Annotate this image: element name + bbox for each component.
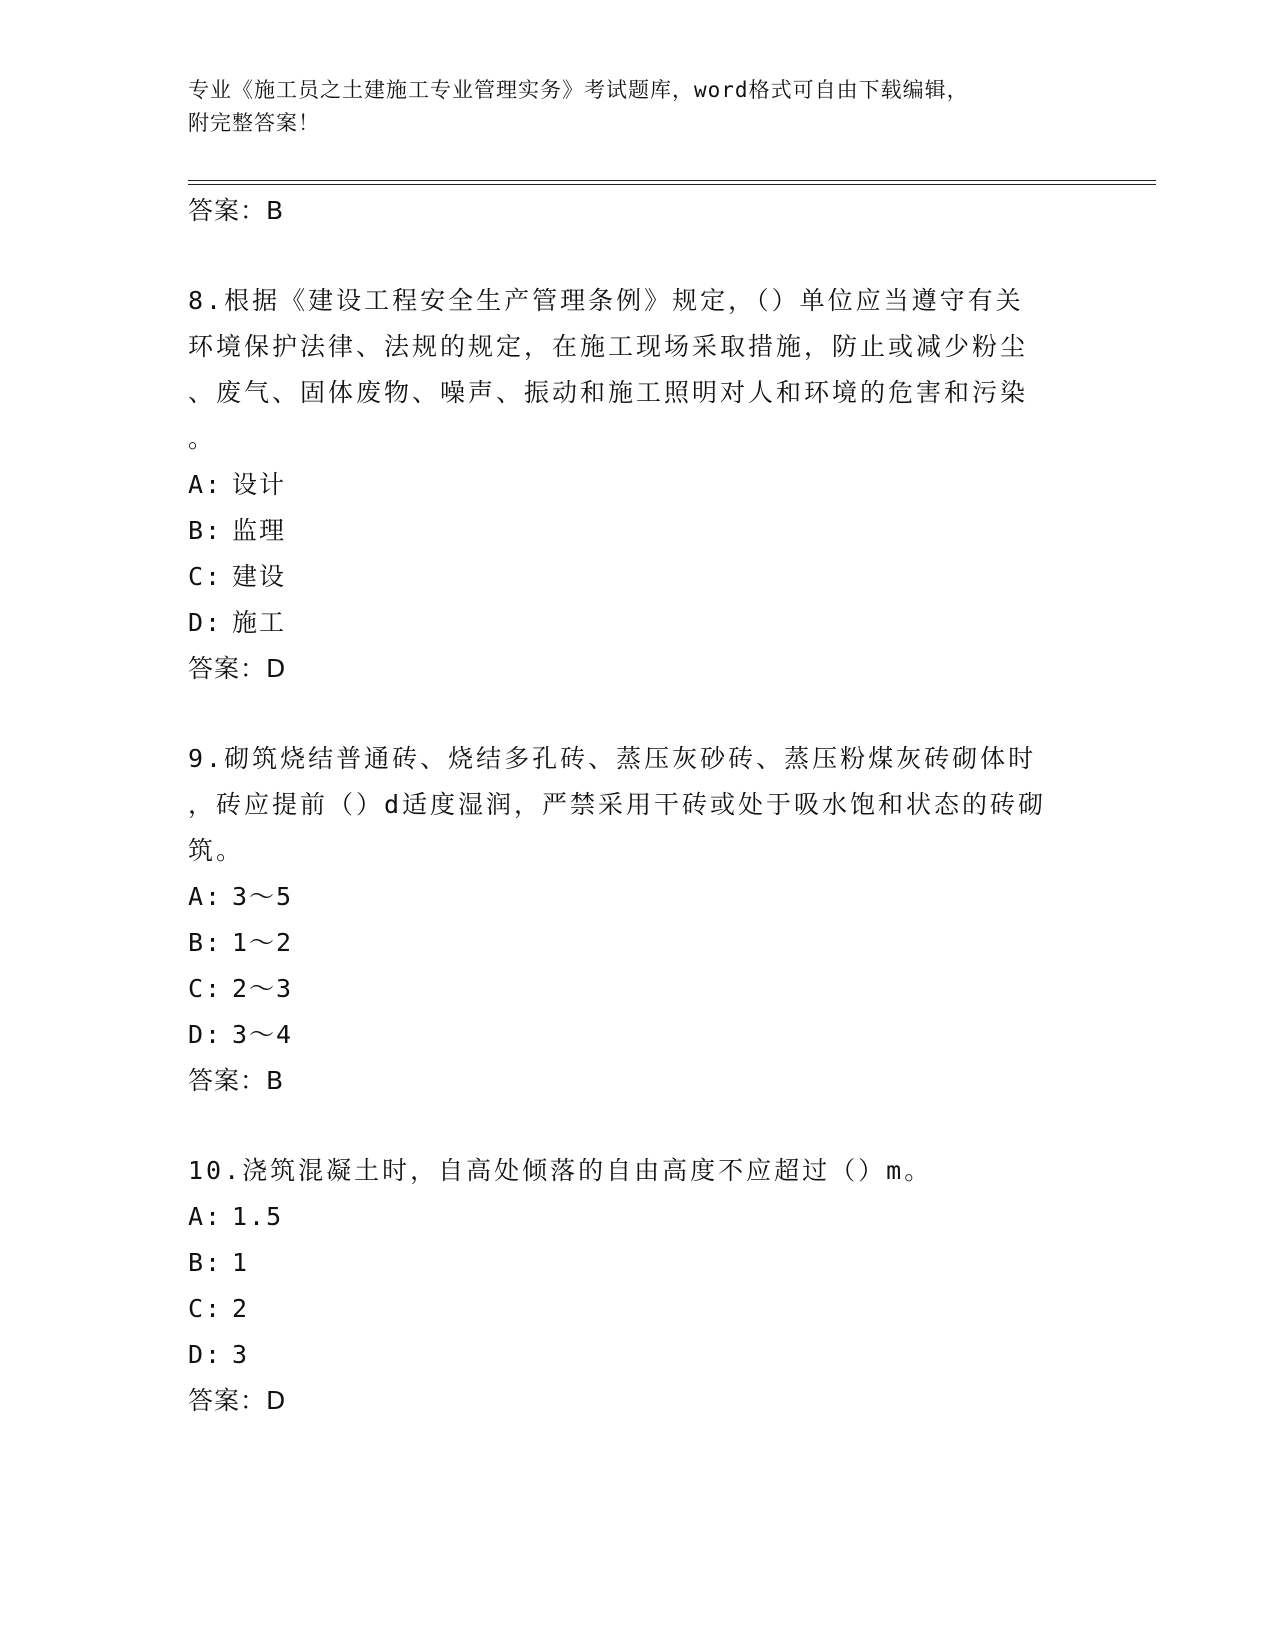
option-d bbox=[188, 1012, 1088, 1058]
question-stem bbox=[188, 1148, 1088, 1194]
option-b bbox=[188, 508, 1088, 554]
option-b bbox=[188, 1240, 1088, 1286]
option-letter: C: bbox=[188, 562, 223, 591]
stem-line: 10.浇筑混凝土时，自高处倾落的自由高度不应超过（）m。 bbox=[188, 1156, 933, 1185]
question-stem bbox=[188, 278, 1088, 462]
option-c bbox=[188, 554, 1088, 600]
answer-line: 答案：B bbox=[188, 1066, 285, 1095]
option-d bbox=[188, 1332, 1088, 1378]
option-text: 设计 bbox=[232, 470, 287, 499]
option-c bbox=[188, 1286, 1088, 1332]
option-text: 2 bbox=[232, 1294, 250, 1323]
option-text: 1.5 bbox=[232, 1202, 284, 1231]
stem-line: 筑。 bbox=[188, 836, 245, 865]
stem-line: 、废气、固体废物、噪声、振动和施工照明对人和环境的危害和污染 bbox=[188, 378, 1029, 407]
stem-line: 8.根据《建设工程安全生产管理条例》规定，（）单位应当遵守有关 bbox=[188, 286, 1024, 315]
stem-line: 。 bbox=[188, 424, 217, 453]
option-text: 3 bbox=[232, 1340, 250, 1369]
option-letter: C: bbox=[188, 974, 223, 1003]
question-block bbox=[188, 278, 1088, 692]
option-text: 2～3 bbox=[232, 974, 294, 1003]
option-text: 3～5 bbox=[232, 882, 294, 911]
answer-line: 答案：B bbox=[188, 196, 285, 225]
option-text: 1～2 bbox=[232, 928, 294, 957]
question-stem bbox=[188, 736, 1088, 874]
option-letter: C: bbox=[188, 1294, 223, 1323]
option-text: 1 bbox=[232, 1248, 250, 1277]
header-divider bbox=[188, 180, 1156, 185]
question-block bbox=[188, 1148, 1088, 1424]
option-letter: B: bbox=[188, 1248, 223, 1277]
option-b bbox=[188, 920, 1088, 966]
option-letter: A: bbox=[188, 470, 223, 499]
option-letter: B: bbox=[188, 928, 223, 957]
option-text: 3～4 bbox=[232, 1020, 294, 1049]
option-a bbox=[188, 874, 1088, 920]
stem-line: ，砖应提前（）d适度湿润，严禁采用干砖或处于吸水饱和状态的砖砌 bbox=[188, 790, 1047, 819]
option-c bbox=[188, 966, 1088, 1012]
stem-line: 9.砌筑烧结普通砖、烧结多孔砖、蒸压灰砂砖、蒸压粉煤灰砖砌体时 bbox=[188, 744, 1037, 773]
option-a bbox=[188, 1194, 1088, 1240]
option-text: 建设 bbox=[232, 562, 287, 591]
option-letter: A: bbox=[188, 882, 223, 911]
option-letter: A: bbox=[188, 1202, 223, 1231]
option-letter: D: bbox=[188, 1340, 223, 1369]
option-text: 监理 bbox=[232, 516, 287, 545]
option-letter: B: bbox=[188, 516, 223, 545]
option-a bbox=[188, 462, 1088, 508]
option-text: 施工 bbox=[232, 608, 287, 637]
document-body bbox=[188, 188, 1088, 1424]
option-letter: D: bbox=[188, 608, 223, 637]
option-d bbox=[188, 600, 1088, 646]
answer-line: 答案：D bbox=[188, 654, 287, 683]
header-line-1: 专业《施工员之土建施工专业管理实务》考试题库，word格式可自由下载编辑， bbox=[188, 78, 969, 102]
answer-line: 答案：D bbox=[188, 1386, 287, 1415]
stem-line: 环境保护法律、法规的规定，在施工现场采取措施，防止或减少粉尘 bbox=[188, 332, 1029, 361]
question-block bbox=[188, 736, 1088, 1104]
page-header bbox=[188, 74, 1068, 140]
option-letter: D: bbox=[188, 1020, 223, 1049]
header-line-2: 附完整答案！ bbox=[188, 111, 320, 135]
